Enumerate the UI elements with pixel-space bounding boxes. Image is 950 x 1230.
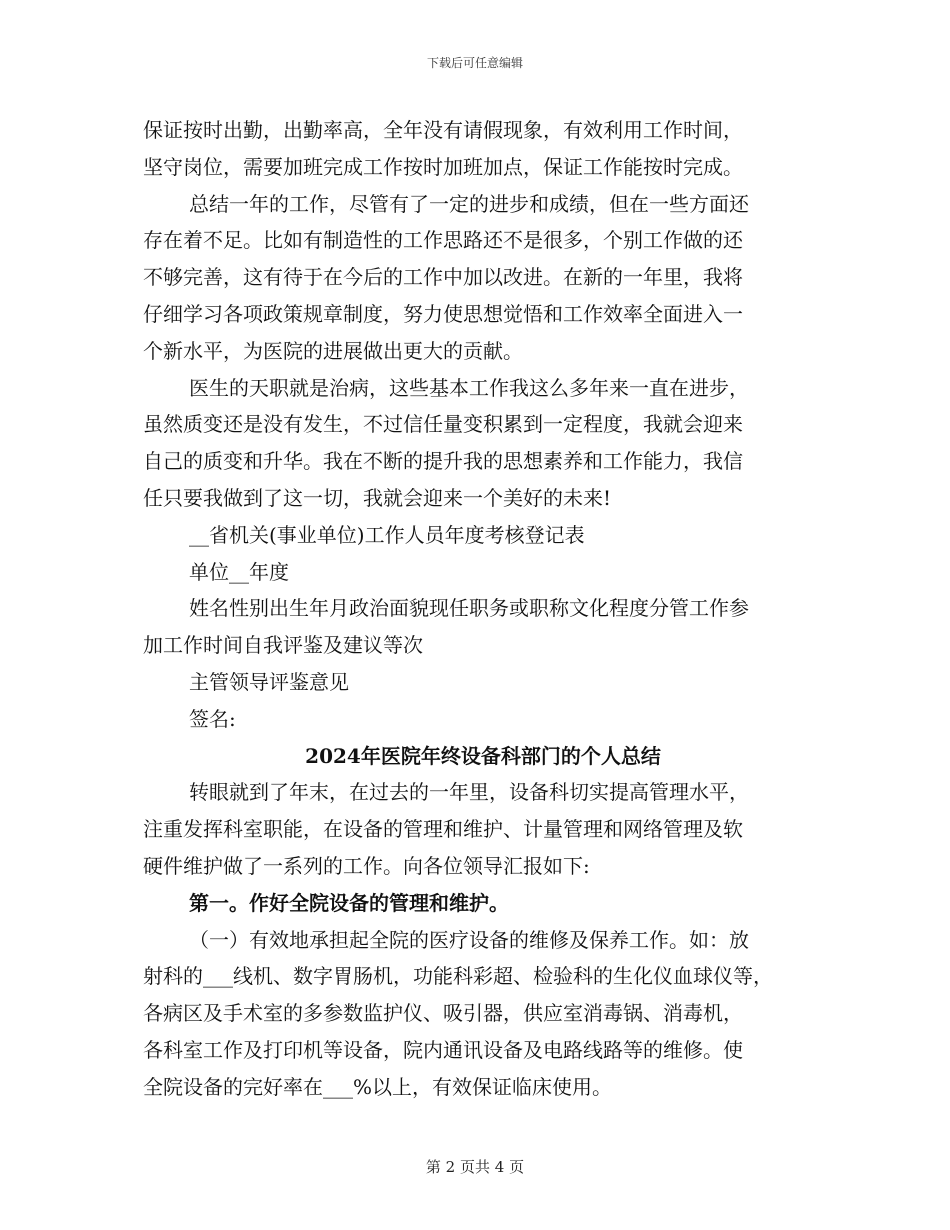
- form-title-line: __省机关(事业单位)工作人员年度考核登记表: [189, 522, 585, 547]
- body-line: 医生的天职就是治病，这些基本工作我这么多年来一直在进步，: [189, 375, 749, 400]
- body-line: 仔细学习各项政策规章制度，努力使思想觉悟和工作效率全面进入一: [143, 301, 743, 326]
- form-opinion-line: 主管领导评鉴意见: [189, 669, 349, 694]
- body-line: 各科室工作及打印机等设备，院内通讯设备及电路线路等的维修。使: [143, 1037, 743, 1062]
- page-footer: 第 2 页共 4 页: [425, 1158, 525, 1176]
- body-line: 各病区及手术室的多参数监护仪、吸引器，供应室消毒锅、消毒机，: [143, 1001, 743, 1026]
- document-body: [143, 112, 823, 1106]
- body-line: 转眼就到了年末，在过去的一年里，设备科切实提高管理水平，: [189, 780, 749, 805]
- body-line: 存在着不足。比如有制造性的工作思路还不是很多，个别工作做的还: [143, 228, 743, 253]
- body-line: 虽然质变还是没有发生，不过信任量变积累到一定程度，我就会迎来: [143, 412, 743, 437]
- section-title: 2024年医院年终设备科部门的个人总结: [305, 743, 661, 768]
- header-note: 下载后可任意编辑: [426, 56, 523, 70]
- body-line: 不够完善，这有待于在今后的工作中加以改进。在新的一年里，我将: [143, 265, 743, 290]
- body-line: （一）有效地承担起全院的医疗设备的维修及保养工作。如：放: [189, 927, 749, 952]
- form-unit-line: 单位__年度: [189, 559, 289, 584]
- body-line: 注重发挥科室职能，在设备的管理和维护、计量管理和网络管理及软: [143, 817, 743, 842]
- signature-line: 签名:: [189, 706, 236, 731]
- body-line: 全院设备的完好率在___%以上，有效保证临床使用。: [143, 1074, 613, 1099]
- body-line: 个新水平，为医院的进展做出更大的贡献。: [143, 338, 523, 363]
- form-fields-line: 加工作时间自我评鉴及建议等次: [143, 633, 423, 658]
- body-line: 硬件维护做了一系列的工作。向各位领导汇报如下:: [143, 853, 590, 878]
- body-line: 自己的质变和升华。我在不断的提升我的思想素养和工作能力，我信: [143, 449, 743, 474]
- body-line: 保证按时出勤，出勤率高，全年没有请假现象，有效利用工作时间，: [143, 118, 743, 142]
- body-line: 总结一年的工作，尽管有了一定的进步和成绩，但在一些方面还: [189, 191, 749, 216]
- subsection-heading: 第一。作好全院设备的管理和维护。: [189, 890, 509, 915]
- form-fields-line: 姓名性别出生年月政治面貌现任职务或职称文化程度分管工作参: [189, 596, 749, 621]
- body-line: 任只要我做到了这一切，我就会迎来一个美好的未来!: [143, 485, 612, 510]
- body-line: 射科的___线机、数字胃肠机，功能科彩超、检验科的生化仪血球仪等，: [143, 964, 773, 989]
- body-line: 坚守岗位，需要加班完成工作按时加班加点，保证工作能按时完成。: [143, 154, 743, 179]
